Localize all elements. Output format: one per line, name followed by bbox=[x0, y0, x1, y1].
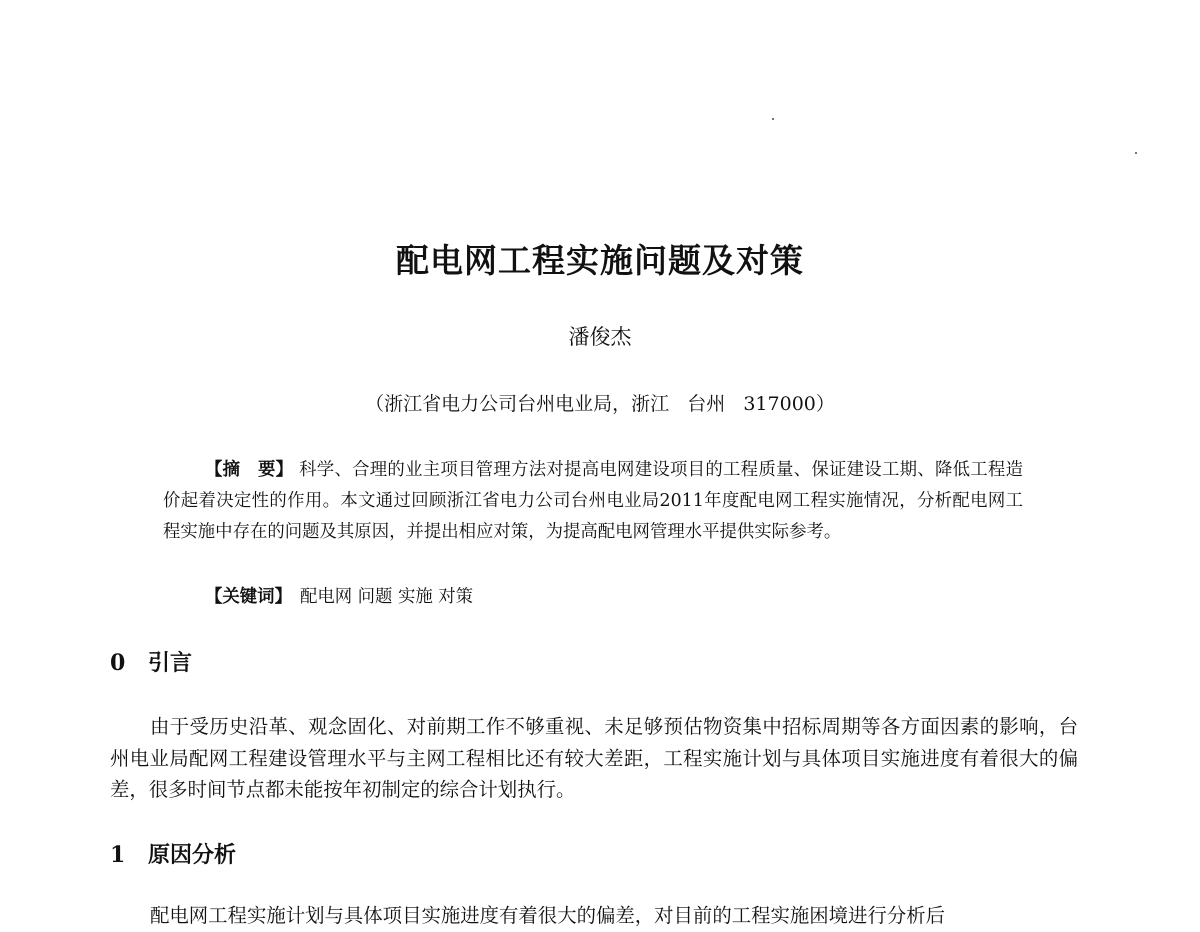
author-affiliation: （浙江省电力公司台州电业局，浙江 台州 317000） bbox=[365, 393, 835, 415]
abstract-label: 【摘 要】 bbox=[205, 460, 294, 480]
section-title: 引言 bbox=[148, 650, 193, 676]
author-name: 潘俊杰 bbox=[568, 325, 632, 349]
section-title: 原因分析 bbox=[148, 842, 237, 868]
paper-title: 配电网工程实施问题及对策 bbox=[396, 241, 804, 280]
abstract-text: 科学、合理的业主项目管理方法对提高电网建设项目的工程质量、保证建设工期、降低工程造价起着决定性的作用。本文通过回顾浙江省电力公司台州电业局2011年度配电网工程实施情况，分析配电网工程实施中存在的问题及其原因，并提出相应对策，为提高配电网管理水平提供实际参考。 bbox=[163, 460, 1023, 542]
abstract bbox=[163, 455, 1023, 548]
keywords bbox=[205, 582, 473, 613]
section-heading bbox=[110, 646, 192, 680]
scan-speck bbox=[1135, 152, 1137, 154]
keywords-label: 【关键词】 bbox=[205, 587, 292, 607]
section-paragraph: 配电网工程实施计划与具体项目实施进度有着很大的偏差，对目前的工程实施困境进行分析后 bbox=[150, 904, 946, 927]
section-number: 1 bbox=[110, 842, 126, 868]
section-paragraph: 由于受历史沿革、观念固化、对前期工作不够重视、未足够预估物资集中招标周期等各方面因素的影响，台州电业局配网工程建设管理水平与主网工程相比还有较大差距，工程实施计划与具体项目实施进度有着很大的偏差，很多时间节点都未能按年初制定的综合计划执行。 bbox=[110, 715, 1078, 801]
scan-speck bbox=[772, 118, 774, 120]
section-number: 0 bbox=[110, 650, 126, 676]
section-heading bbox=[110, 838, 236, 872]
keywords-text: 配电网 问题 实施 对策 bbox=[299, 587, 474, 607]
